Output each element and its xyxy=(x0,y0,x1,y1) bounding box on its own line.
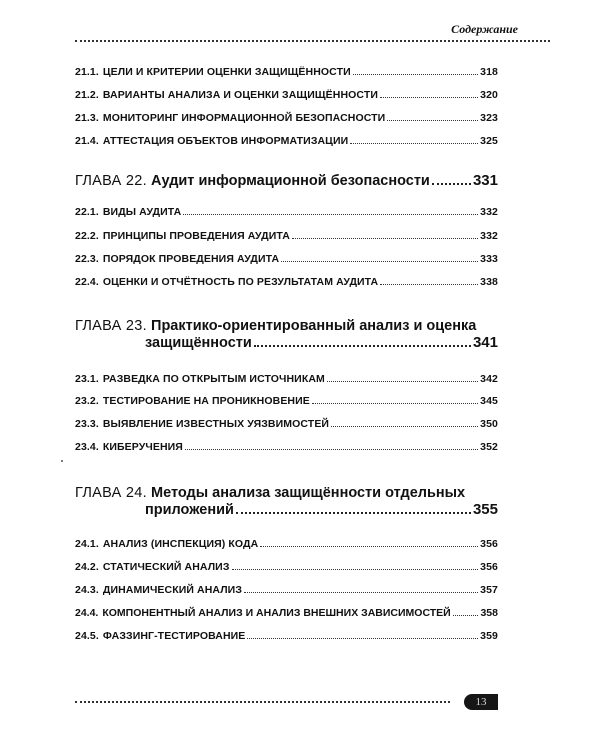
section-page: 342 xyxy=(480,373,498,385)
section-page: 320 xyxy=(480,89,498,101)
section-title: ФАЗЗИНГ-ТЕСТИРОВАНИЕ xyxy=(102,630,246,642)
footer-dotted-rule xyxy=(75,701,450,703)
section-title: ПРИНЦИПЫ ПРОВЕДЕНИЯ АУДИТА xyxy=(102,230,290,242)
section-page: 356 xyxy=(480,538,498,550)
section-page: 345 xyxy=(480,395,498,407)
section-number: 21.3. xyxy=(75,112,99,124)
section-title: КИБЕРУЧЕНИЯ xyxy=(102,441,183,453)
toc-entry-21-1[interactable] xyxy=(75,66,498,78)
section-title: МОНИТОРИНГ ИНФОРМАЦИОННОЙ БЕЗОПАСНОСТИ xyxy=(102,112,386,124)
section-title: ВАРИАНТЫ АНАЛИЗА И ОЦЕНКИ ЗАЩИЩЁННОСТИ xyxy=(102,89,379,101)
section-number: 24.1. xyxy=(75,538,99,550)
section-title: ТЕСТИРОВАНИЕ НА ПРОНИКНОВЕНИЕ xyxy=(102,395,310,407)
toc-entry-22-3[interactable] xyxy=(75,253,498,265)
toc-entry-21-3[interactable] xyxy=(75,112,498,124)
section-number: 23.4. xyxy=(75,441,99,453)
chapter-label: ГЛАВА 24. xyxy=(75,485,147,501)
section-number: 22.4. xyxy=(75,276,99,288)
running-head: Содержание xyxy=(451,22,518,36)
section-title: РАЗВЕДКА ПО ОТКРЫТЫМ ИСТОЧНИКАМ xyxy=(102,373,325,385)
dot-leader xyxy=(453,615,479,616)
section-page: 323 xyxy=(480,112,498,124)
dot-leader xyxy=(236,512,471,514)
section-number: 21.4. xyxy=(75,135,99,147)
chapter-label: ГЛАВА 22. xyxy=(75,173,147,189)
section-title: ВИДЫ АУДИТА xyxy=(102,206,182,218)
section-page: 325 xyxy=(480,135,498,147)
section-title: АНАЛИЗ (ИНСПЕКЦИЯ) КОДА xyxy=(102,538,259,550)
section-number: 22.1. xyxy=(75,206,99,218)
dot-leader xyxy=(292,238,478,239)
chapter-page: 331 xyxy=(472,172,498,189)
section-number: 24.4. xyxy=(75,607,99,619)
section-number: 21.1. xyxy=(75,66,99,78)
chapter-title-line1: Методы анализа защищённости отдельных xyxy=(151,485,466,501)
toc-chapter-24[interactable] xyxy=(75,485,498,518)
section-title: СТАТИЧЕСКИЙ АНАЛИЗ xyxy=(102,561,230,573)
header-dotted-rule xyxy=(75,40,550,42)
section-title: ВЫЯВЛЕНИЕ ИЗВЕСТНЫХ УЯЗВИМОСТЕЙ xyxy=(102,418,330,430)
dot-leader xyxy=(254,345,471,347)
chapter-title-line1: Практико-ориентированный анализ и оценка xyxy=(151,318,477,334)
toc-entry-21-2[interactable] xyxy=(75,89,498,101)
toc-entry-23-1[interactable] xyxy=(75,373,498,385)
dot-leader xyxy=(244,592,478,593)
toc-entry-22-4[interactable] xyxy=(75,276,498,288)
scan-speck xyxy=(61,460,63,462)
section-title: ПОРЯДОК ПРОВЕДЕНИЯ АУДИТА xyxy=(102,253,280,265)
section-page: 332 xyxy=(480,230,498,242)
dot-leader xyxy=(185,449,478,450)
section-number: 24.3. xyxy=(75,584,99,596)
dot-leader xyxy=(232,569,479,570)
toc-entry-22-1[interactable] xyxy=(75,206,498,218)
chapter-label: ГЛАВА 23. xyxy=(75,318,147,334)
section-page: 352 xyxy=(480,441,498,453)
toc-entry-21-4[interactable] xyxy=(75,135,498,147)
dot-leader xyxy=(281,261,478,262)
dot-leader xyxy=(183,214,478,215)
section-number: 24.2. xyxy=(75,561,99,573)
section-page: 318 xyxy=(480,66,498,78)
section-page: 350 xyxy=(480,418,498,430)
section-page: 333 xyxy=(480,253,498,265)
page-number-badge: 13 xyxy=(464,694,498,710)
section-number: 23.1. xyxy=(75,373,99,385)
dot-leader xyxy=(350,143,478,144)
section-title: АТТЕСТАЦИЯ ОБЪЕКТОВ ИНФОРМАТИЗАЦИИ xyxy=(102,135,349,147)
toc-entry-24-1[interactable] xyxy=(75,538,498,550)
dot-leader xyxy=(331,426,478,427)
toc-entry-23-2[interactable] xyxy=(75,395,498,407)
chapter-title-line2: защищённости xyxy=(145,335,252,351)
dot-leader xyxy=(380,97,478,98)
section-number: 22.3. xyxy=(75,253,99,265)
section-page: 338 xyxy=(480,276,498,288)
chapter-page: 355 xyxy=(472,501,498,518)
section-page: 358 xyxy=(480,607,498,619)
section-title: ЦЕЛИ И КРИТЕРИИ ОЦЕНКИ ЗАЩИЩЁННОСТИ xyxy=(102,66,351,78)
toc-entry-24-2[interactable] xyxy=(75,561,498,573)
section-page: 359 xyxy=(480,630,498,642)
dot-leader xyxy=(260,546,478,547)
toc-entry-24-5[interactable] xyxy=(75,630,498,642)
section-number: 23.3. xyxy=(75,418,99,430)
section-page: 356 xyxy=(480,561,498,573)
section-page: 357 xyxy=(480,584,498,596)
section-page: 332 xyxy=(480,206,498,218)
dot-leader xyxy=(353,74,478,75)
chapter-title: Аудит информационной безопасности xyxy=(151,173,430,189)
section-number: 24.5. xyxy=(75,630,99,642)
toc-entry-23-4[interactable] xyxy=(75,441,498,453)
toc-entry-24-3[interactable] xyxy=(75,584,498,596)
chapter-title-line2: приложений xyxy=(145,502,234,518)
section-title: ОЦЕНКИ И ОТЧЁТНОСТЬ ПО РЕЗУЛЬТАТАМ АУДИТА xyxy=(102,276,379,288)
dot-leader xyxy=(380,284,478,285)
dot-leader xyxy=(387,120,478,121)
toc-entry-24-4[interactable] xyxy=(75,607,498,619)
toc-entry-22-2[interactable] xyxy=(75,230,498,242)
section-title: ДИНАМИЧЕСКИЙ АНАЛИЗ xyxy=(102,584,242,596)
toc-chapter-22[interactable] xyxy=(75,172,498,189)
toc-chapter-23[interactable] xyxy=(75,318,498,351)
section-number: 23.2. xyxy=(75,395,99,407)
section-title: КОМПОНЕНТНЫЙ АНАЛИЗ И АНАЛИЗ ВНЕШНИХ ЗАВИСИМОСТЕЙ xyxy=(102,607,451,619)
section-number: 22.2. xyxy=(75,230,99,242)
dot-leader xyxy=(327,381,478,382)
toc-entry-23-3[interactable] xyxy=(75,418,498,430)
dot-leader xyxy=(312,403,478,404)
dot-leader xyxy=(247,638,478,639)
dot-leader xyxy=(432,183,471,185)
section-number: 21.2. xyxy=(75,89,99,101)
chapter-page: 341 xyxy=(472,334,498,351)
